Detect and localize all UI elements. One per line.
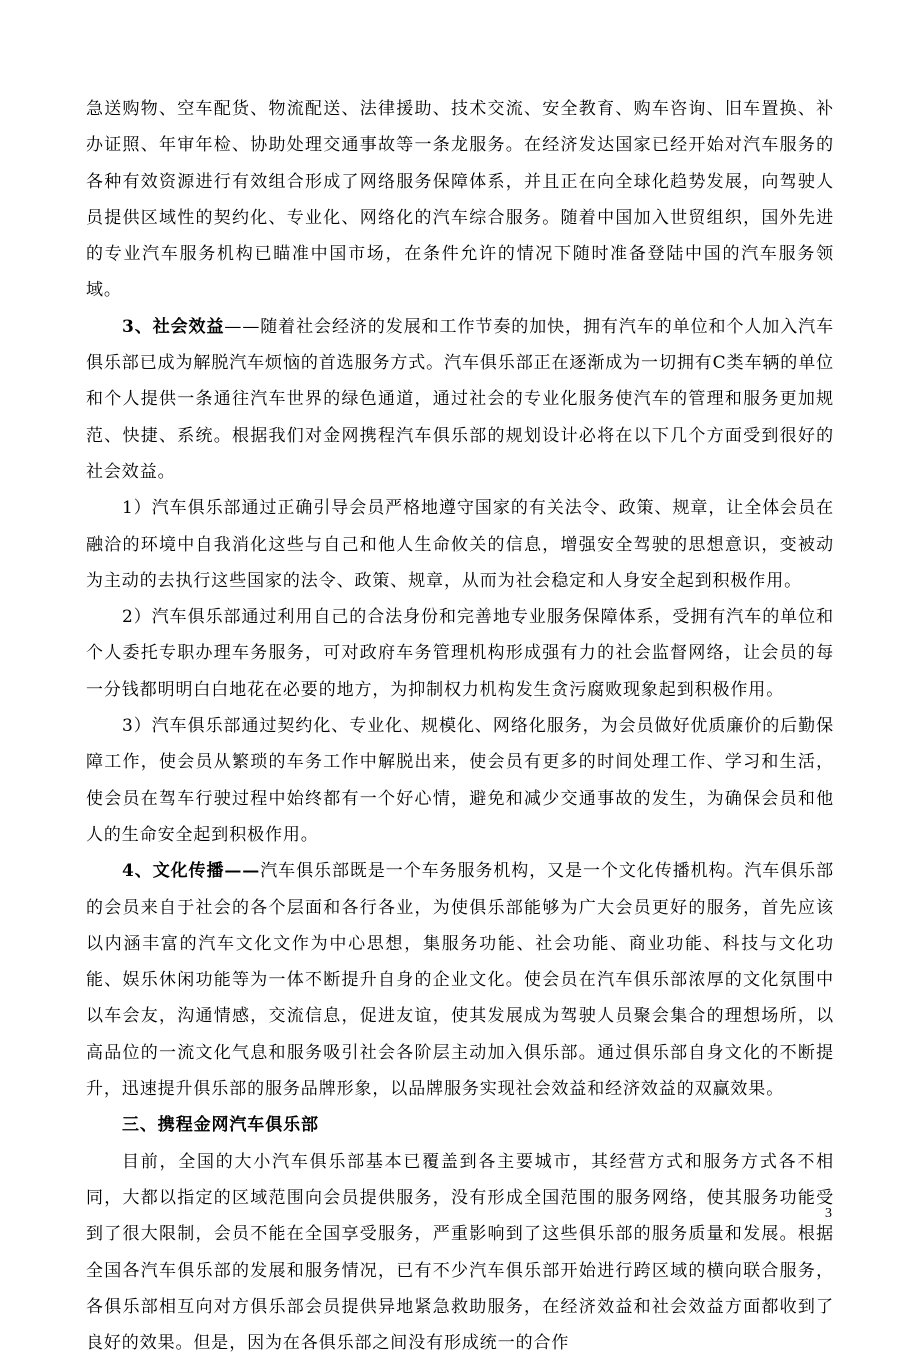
paragraph-culture-body: 汽车俱乐部既是一个车务服务机构，又是一个文化传播机构。汽车俱乐部的会员来自于社会的各个层面和各行各业，为使俱乐部能够为广大会员更好的服务，首先应该以内涵丰富的汽车文化文作为中心思想，集服务功能、社会功能、商业功能、科技与文化功能、娱乐休闲功能等为一体不断提升自身的企业文化。使会员在汽车俱乐部浓厚的文化氛围中以车会友，沟通情感，交流信息，促进友谊，使其发展成为驾驶人员聚会集合的理想场所，以高品位的一流文化气息和服务吸引社会各阶层主动加入俱乐部。通过俱乐部自身文化的不断提升，迅速提升俱乐部的服务品牌形象，以品牌服务实现社会效益和经济效益的双赢效果。 xyxy=(86,861,834,1100)
paragraph-current-status: 目前，全国的大小汽车俱乐部基本已覆盖到各主要城市，其经营方式和服务方式各不相同，大都以指定的区域范围向会员提供服务，没有形成全国范围的服务网络，使其服务功能受到了很大限制，会员不能在全国享受服务，严重影响到了这些俱乐部的服务质量和发展。根据全国各汽车俱乐部的发展和服务情况，已有不少汽车俱乐部开始进行跨区域的横向联合服务，各俱乐部相互向对方俱乐部会员提供异地紧急救助服务，在经济效益和社会效益方面都收到了良好的效果。但是，因为在各俱乐部之间没有形成统一的合作 xyxy=(86,1151,834,1354)
paragraph-culture xyxy=(86,853,834,1107)
page-number: 3 xyxy=(825,1206,832,1221)
heading-culture: 4、文化传播—— xyxy=(122,861,261,882)
document-page xyxy=(86,91,834,1361)
paragraph-social-benefits-body: ——随着社会经济的发展和工作节奏的加快，拥有汽车的单位和个人加入汽车俱乐部已成为解脱汽车烦恼的首选服务方式。汽车俱乐部正在逐渐成为一切拥有C类车辆的单位和个人提供一条通往汽车世界的绿色通道，通过社会的专业化服务使汽车的管理和服务更加规范、快捷、系统。根据我们对金网携程汽车俱乐部的规划设计必将在以下几个方面受到很好的社会效益。 xyxy=(86,316,834,482)
paragraph-social-benefits xyxy=(86,309,834,490)
list-item-benefit-3: 3）汽车俱乐部通过契约化、专业化、规模化、网络化服务，为会员做好优质廉价的后勤保障工作，使会员从繁琐的车务工作中解脱出来，使会员有更多的时间处理工作、学习和生活，使会员在驾车行驶过程中始终都有一个好心情，避免和减少交通事故的发生，为确保会员和他人的生命安全起到积极作用。 xyxy=(86,716,834,845)
heading-social-benefits: 3、社会效益 xyxy=(122,316,225,337)
paragraph-services-continued: 急送购物、空车配货、物流配送、法律援助、技术交流、安全教育、购车咨询、旧车置换、补办证照、年审年检、协助处理交通事故等一条龙服务。在经济发达国家已经开始对汽车服务的各种有效资源进行有效组合形成了网络服务保障体系，并且正在向全球化趋势发展，向驾驶人员提供区域性的契约化、专业化、网络化的汽车综合服务。随着中国加入世贸组织，国外先进的专业汽车服务机构已瞄准中国市场，在条件允许的情况下随时准备登陆中国的汽车服务领域。 xyxy=(86,99,834,301)
list-item-benefit-2: 2）汽车俱乐部通过利用自己的合法身份和完善地专业服务保障体系，受拥有汽车的单位和个人委托专职办理车务服务，可对政府车务管理机构形成强有力的社会监督网络，让会员的每一分钱都明明白白地花在必要的地方，为抑制权力机构发生贪污腐败现象起到积极作用。 xyxy=(86,607,834,700)
section-heading: 三、携程金网汽车俱乐部 xyxy=(122,1115,319,1136)
list-item-benefit-1: 1）汽车俱乐部通过正确引导会员严格地遵守国家的有关法令、政策、规章，让全体会员在融洽的环境中自我消化这些与自己和他人生命攸关的信息，增强安全驾驶的思想意识，变被动为主动的去执行这些国家的法令、政策、规章，从而为社会稳定和人身安全起到积极作用。 xyxy=(86,498,834,591)
